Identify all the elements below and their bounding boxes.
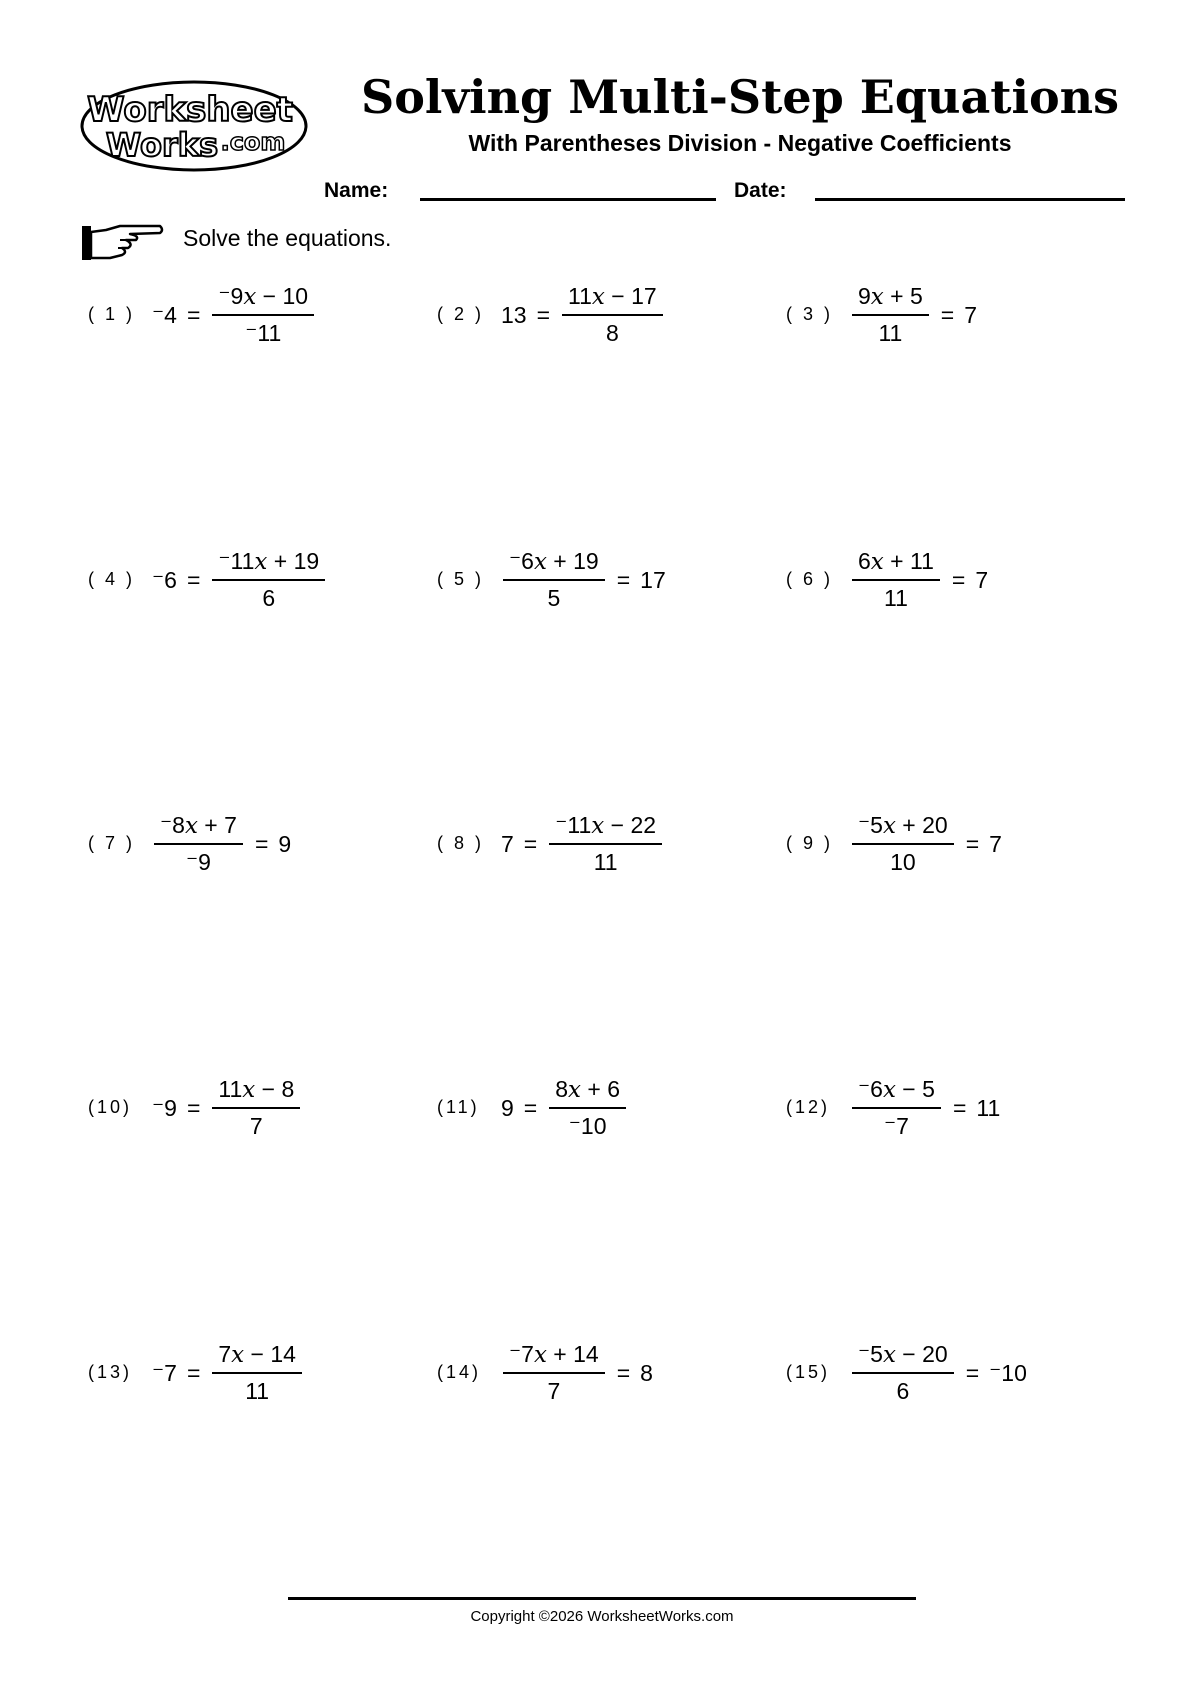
numerator: ⁻6x − 5 <box>858 1076 935 1103</box>
problem-number: (14) <box>437 1362 482 1382</box>
equals-sign: = <box>186 301 201 328</box>
fraction <box>562 283 663 347</box>
equation <box>499 1068 630 1148</box>
variable-x: x <box>231 1342 245 1368</box>
equals-sign: = <box>940 301 955 328</box>
instructions: Solve the equations. <box>183 225 392 251</box>
denominator: 8 <box>562 314 663 347</box>
problem-number: ( 2 ) <box>437 304 485 324</box>
constant: ⁻9 <box>152 1094 177 1121</box>
constant: 7 <box>975 566 989 593</box>
problem-number: (15) <box>786 1362 831 1382</box>
numerator: 8x + 6 <box>555 1076 621 1103</box>
worksheetworks-logo <box>78 76 310 174</box>
variable-x: x <box>882 813 896 839</box>
constant: ⁻4 <box>152 301 177 328</box>
variable-x: x <box>870 549 884 575</box>
problem-item <box>437 1068 767 1148</box>
equation <box>848 540 990 620</box>
equals-sign: = <box>952 1094 967 1121</box>
equals-sign: = <box>951 566 966 593</box>
denominator: ⁻10 <box>549 1107 626 1140</box>
variable-x: x <box>882 1342 896 1368</box>
equals-sign: = <box>536 301 551 328</box>
problem-number: ( 9 ) <box>786 833 834 853</box>
fraction <box>549 812 662 876</box>
equation <box>848 275 979 355</box>
variable-x: x <box>870 284 884 310</box>
constant: 7 <box>501 830 514 857</box>
fraction <box>852 1076 941 1140</box>
fraction <box>503 548 605 612</box>
variable-x: x <box>242 1077 256 1103</box>
constant: 11 <box>976 1094 1001 1121</box>
fraction <box>154 812 243 876</box>
numerator: ⁻5x − 20 <box>858 1341 948 1368</box>
numerator: ⁻5x + 20 <box>858 812 948 839</box>
equals-sign: = <box>186 1359 201 1386</box>
problem-number: (13) <box>88 1362 133 1382</box>
fraction <box>212 548 325 612</box>
fraction <box>549 1076 626 1140</box>
problem-item <box>437 275 767 355</box>
svg-text:Worksheet: Worksheet <box>87 90 293 130</box>
problem-item <box>88 1068 418 1148</box>
variable-x: x <box>882 1077 896 1103</box>
equals-sign: = <box>254 830 269 857</box>
denominator: 10 <box>852 843 954 876</box>
constant: 9 <box>501 1094 514 1121</box>
problem-number: ( 7 ) <box>88 833 136 853</box>
constant: ⁻7 <box>152 1359 177 1386</box>
equation <box>150 275 318 355</box>
numerator: ⁻8x + 7 <box>160 812 237 839</box>
name-line[interactable] <box>420 198 716 201</box>
equation <box>150 540 329 620</box>
variable-x: x <box>533 549 547 575</box>
equals-sign: = <box>616 1359 631 1386</box>
fraction <box>852 812 954 876</box>
equation <box>150 1333 306 1413</box>
fraction <box>212 1076 300 1140</box>
equation <box>499 804 666 884</box>
problem-item <box>88 804 418 884</box>
denominator: 11 <box>852 314 929 347</box>
pointing-hand-icon <box>80 222 164 264</box>
denominator: 5 <box>503 579 605 612</box>
constant: 9 <box>278 830 292 857</box>
problem-item <box>437 804 767 884</box>
fraction <box>852 283 929 347</box>
problem-number: ( 8 ) <box>437 833 485 853</box>
problem-item <box>786 1068 1116 1148</box>
equation <box>499 275 667 355</box>
numerator: ⁻11x − 22 <box>555 812 657 839</box>
equals-sign: = <box>965 830 980 857</box>
constant: 7 <box>989 830 1002 857</box>
denominator: ⁻7 <box>852 1107 941 1140</box>
numerator: ⁻7x + 14 <box>509 1341 599 1368</box>
copyright: Copyright ©2026 WorksheetWorks.com <box>470 1608 734 1625</box>
constant: 7 <box>964 301 978 328</box>
footer-divider <box>288 1597 916 1600</box>
constant: 13 <box>501 301 527 328</box>
svg-text:Works: Works <box>105 126 219 164</box>
fraction <box>503 1341 605 1405</box>
problem-item <box>88 540 418 620</box>
equation <box>499 540 668 620</box>
equals-sign: = <box>523 1094 538 1121</box>
denominator: ⁻9 <box>154 843 243 876</box>
svg-text:.com: .com <box>220 128 286 156</box>
problem-number: (10) <box>88 1097 133 1117</box>
constant: 8 <box>640 1359 653 1386</box>
equals-sign: = <box>616 566 631 593</box>
equation <box>150 1068 304 1148</box>
fraction <box>852 1341 954 1405</box>
constant: ⁻6 <box>152 566 177 593</box>
constant: ⁻10 <box>989 1359 1027 1386</box>
problem-number: (11) <box>437 1097 480 1117</box>
variable-x: x <box>184 813 198 839</box>
problem-number: (12) <box>786 1097 831 1117</box>
problem-number: ( 6 ) <box>786 569 834 589</box>
denominator: 7 <box>212 1107 300 1140</box>
denominator: 11 <box>852 579 940 612</box>
numerator: ⁻6x + 19 <box>509 548 599 575</box>
numerator: 9x + 5 <box>858 283 923 310</box>
equals-sign: = <box>186 1094 201 1121</box>
denominator: 11 <box>549 843 662 876</box>
denominator: ⁻11 <box>212 314 314 347</box>
denominator: 11 <box>212 1372 302 1405</box>
problem-item <box>786 1333 1116 1413</box>
fraction <box>852 548 940 612</box>
date-line[interactable] <box>815 198 1125 201</box>
variable-x: x <box>591 284 605 310</box>
equals-sign: = <box>523 830 538 857</box>
numerator: 11x − 8 <box>218 1076 295 1103</box>
numerator: ⁻9x − 10 <box>218 283 309 310</box>
equation <box>499 1333 655 1413</box>
problem-item <box>88 275 418 355</box>
page-title: Solving Multi-Step Equations <box>361 70 1119 124</box>
variable-x: x <box>254 549 268 575</box>
problem-item <box>786 804 1116 884</box>
constant: 17 <box>640 566 666 593</box>
fraction <box>212 1341 302 1405</box>
variable-x: x <box>533 1342 547 1368</box>
problem-item <box>88 1333 418 1413</box>
variable-x: x <box>591 813 605 839</box>
denominator: 7 <box>503 1372 605 1405</box>
numerator: 6x + 11 <box>858 548 934 575</box>
problem-number: ( 4 ) <box>88 569 136 589</box>
equation <box>848 804 1004 884</box>
equals-sign: = <box>186 566 201 593</box>
fraction <box>212 283 314 347</box>
problem-item <box>437 540 767 620</box>
numerator: 11x − 17 <box>568 283 657 310</box>
variable-x: x <box>568 1077 582 1103</box>
equals-sign: = <box>965 1359 980 1386</box>
numerator: ⁻11x + 19 <box>218 548 320 575</box>
page-subtitle: With Parentheses Division - Negative Coefficients <box>468 130 1012 156</box>
numerator: 7x − 14 <box>218 1341 296 1368</box>
problem-number: ( 1 ) <box>88 304 136 324</box>
equation <box>848 1068 1002 1148</box>
problem-item <box>437 1333 767 1413</box>
equation <box>150 804 293 884</box>
problem-number: ( 3 ) <box>786 304 834 324</box>
name-label: Name: <box>324 179 389 202</box>
equation <box>848 1333 1029 1413</box>
denominator: 6 <box>852 1372 954 1405</box>
problem-number: ( 5 ) <box>437 569 485 589</box>
date-label: Date: <box>734 179 787 202</box>
problem-item <box>786 275 1116 355</box>
variable-x: x <box>243 284 257 310</box>
problem-item <box>786 540 1116 620</box>
denominator: 6 <box>212 579 325 612</box>
